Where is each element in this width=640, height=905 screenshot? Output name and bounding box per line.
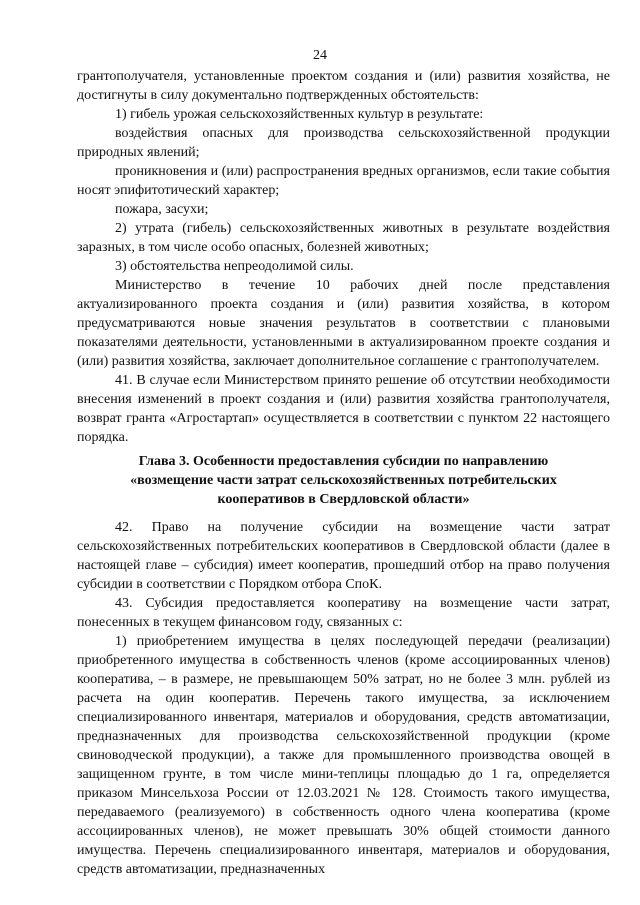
chapter-heading	[77, 452, 610, 509]
paragraph: Министерство в течение 10 рабочих дней после представления актуализированного проекта создания и (или) развития хозяйства, в котором предусматриваются новые значения результатов в соответствии с плановыми показателями деятельности, установленными в актуализированном проекте создания и (или) развития хозяйства, заключает дополнительное соглашение с грантополучателем.	[77, 278, 610, 369]
paragraph: пожара, засухи;	[115, 202, 209, 217]
paragraph: грантополучателя, установленные проектом создания и (или) развития хозяйства, не достигнуты в силу документально подтвержденных обстоятельств:	[77, 69, 610, 103]
paragraph: 3) обстоятельства непреодолимой силы.	[115, 259, 354, 274]
paragraph: 1) гибель урожая сельскохозяйственных культур в результате:	[115, 107, 484, 122]
chapter-heading-line: кооперативов в Свердловской области»	[217, 492, 470, 507]
paragraph: 43. Субсидия предоставляется кооперативу на возмещение части затрат, понесенных в текущем финансовом году, связанных с:	[77, 596, 610, 630]
paragraph: 1) приобретением имущества в целях последующей передачи (реализации) приобретенного имущества в собственность членов (кроме ассоциированных членов) кооператива, – в размере, не превышающем 50% затрат, но не более 3 млн. рублей из расчета на один кооператив. Перечень такого имущества, за исключением специализированного инвентаря, материалов и оборудования, средств автоматизации, предназначенных для производства сельскохозяйственной продукции (кроме свиноводческой продукции), а также для промышленного производства овощей в защищенном грунте, в том числе мини-теплицы площадью до 1 га, определяется приказом Минсельхоза России от 12.03.2021 № 128. Стоимость такого имущества, передаваемого (реализуемого) в собственность одного члена кооператива (кроме ассоциированных членов), не может превышать 30% общей стоимости данного имущества. Перечень специализированного инвентаря, материалов и оборудования, средств автоматизации, предназначенных	[77, 634, 610, 877]
bottom-text-block	[77, 518, 610, 879]
paragraph: 42. Право на получение субсидии на возмещение части затрат сельскохозяйственных потребительских кооперативов в Свердловской области (далее в настоящей главе – субсидия) имеет кооператив, прошедший отбор на право получения субсидии в соответствии с Порядком отбора СпоК.	[77, 520, 610, 592]
paragraph: 41. В случае если Министерством принято решение об отсутствии необходимости внесения изменений в проект создания и (или) развития хозяйства грантополучателя, возврат гранта «Агростартап» осуществляется в соответствии с пунктом 22 настоящего порядка.	[77, 373, 610, 445]
paragraph: 2) утрата (гибель) сельскохозяйственных животных в результате воздействия заразных, в том числе особо опасных, болезней животных;	[77, 221, 610, 255]
paragraph: воздействия опасных для производства сельскохозяйственной продукции природных явлений;	[77, 126, 610, 160]
paragraph: проникновения и (или) распространения вредных организмов, если такие события носят эпифитотический характер;	[77, 164, 610, 198]
chapter-heading-line: Глава 3. Особенности предоставления субсидии по направлению	[138, 454, 549, 469]
page-number: 24	[313, 48, 327, 63]
top-text-block	[77, 67, 610, 447]
chapter-heading-line: «возмещение части затрат сельскохозяйственных потребительских	[130, 473, 557, 488]
